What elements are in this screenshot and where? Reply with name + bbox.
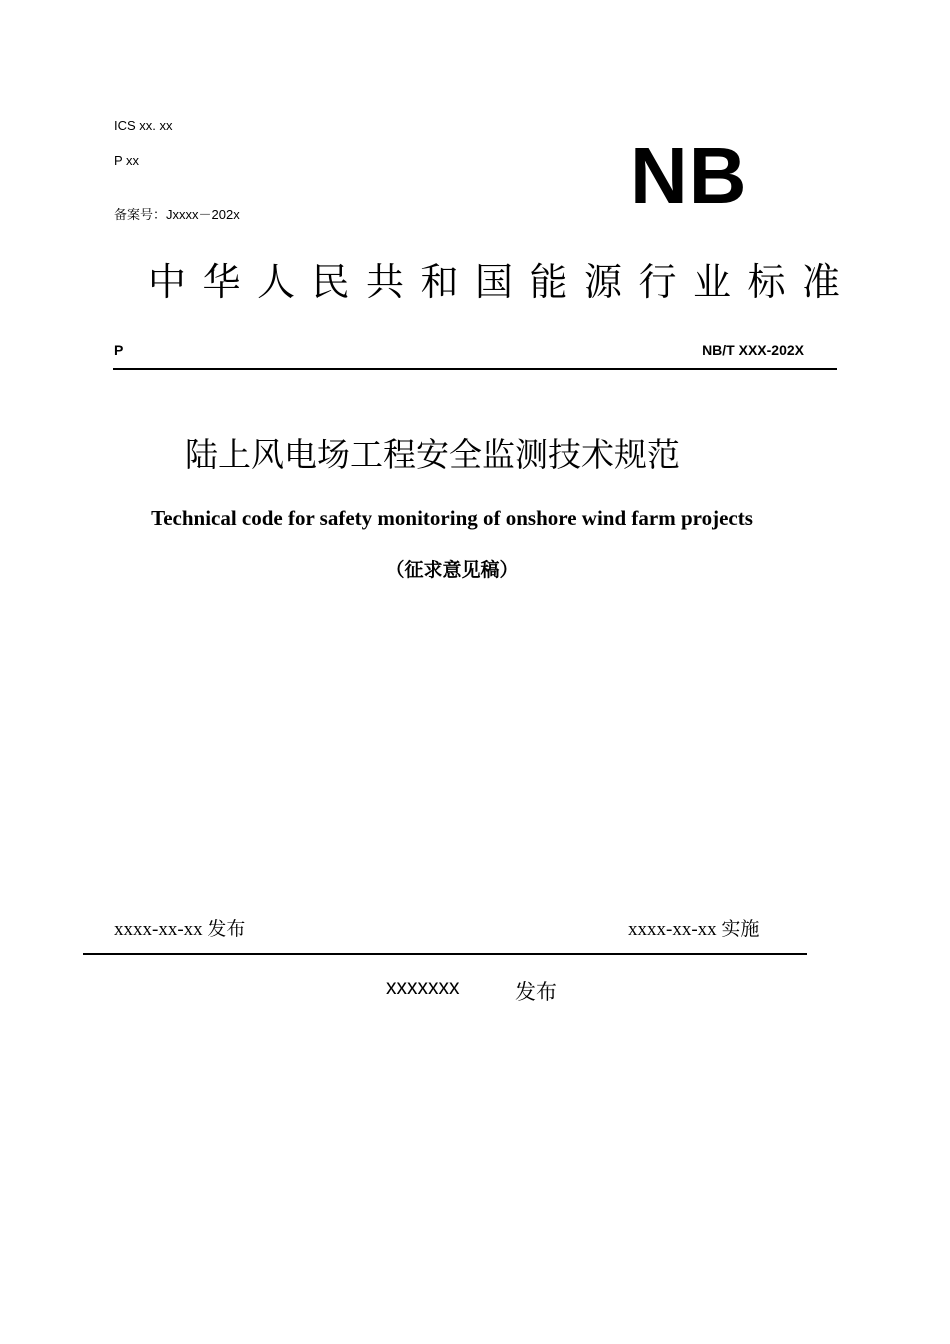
implementation-date: xxxx-xx-xx 实施	[628, 919, 760, 940]
standard-type-heading: 中华人民共和国能源行业标准	[148, 260, 857, 304]
class-code: P	[114, 342, 124, 358]
issuer-name: xxxxxxx	[386, 976, 460, 999]
classification-code: P xx	[114, 153, 140, 168]
footer-divider	[83, 953, 807, 955]
document-title-english: Technical code for safety monitoring of onshore wind farm projects	[151, 506, 753, 530]
nb-logo: NB	[630, 131, 748, 220]
ics-code: ICS xx. xx	[114, 118, 173, 133]
header-divider	[113, 368, 837, 370]
release-date: xxxx-xx-xx 发布	[114, 919, 246, 940]
filing-number: 备案号：Jxxxx－202x	[114, 207, 240, 222]
document-title-chinese: 陆上风电场工程安全监测技术规范	[185, 435, 680, 474]
draft-status-label: （征求意见稿）	[385, 559, 519, 581]
standard-number: NB/T XXX-202X	[702, 342, 804, 358]
issuer-suffix: 发布	[515, 980, 557, 1004]
